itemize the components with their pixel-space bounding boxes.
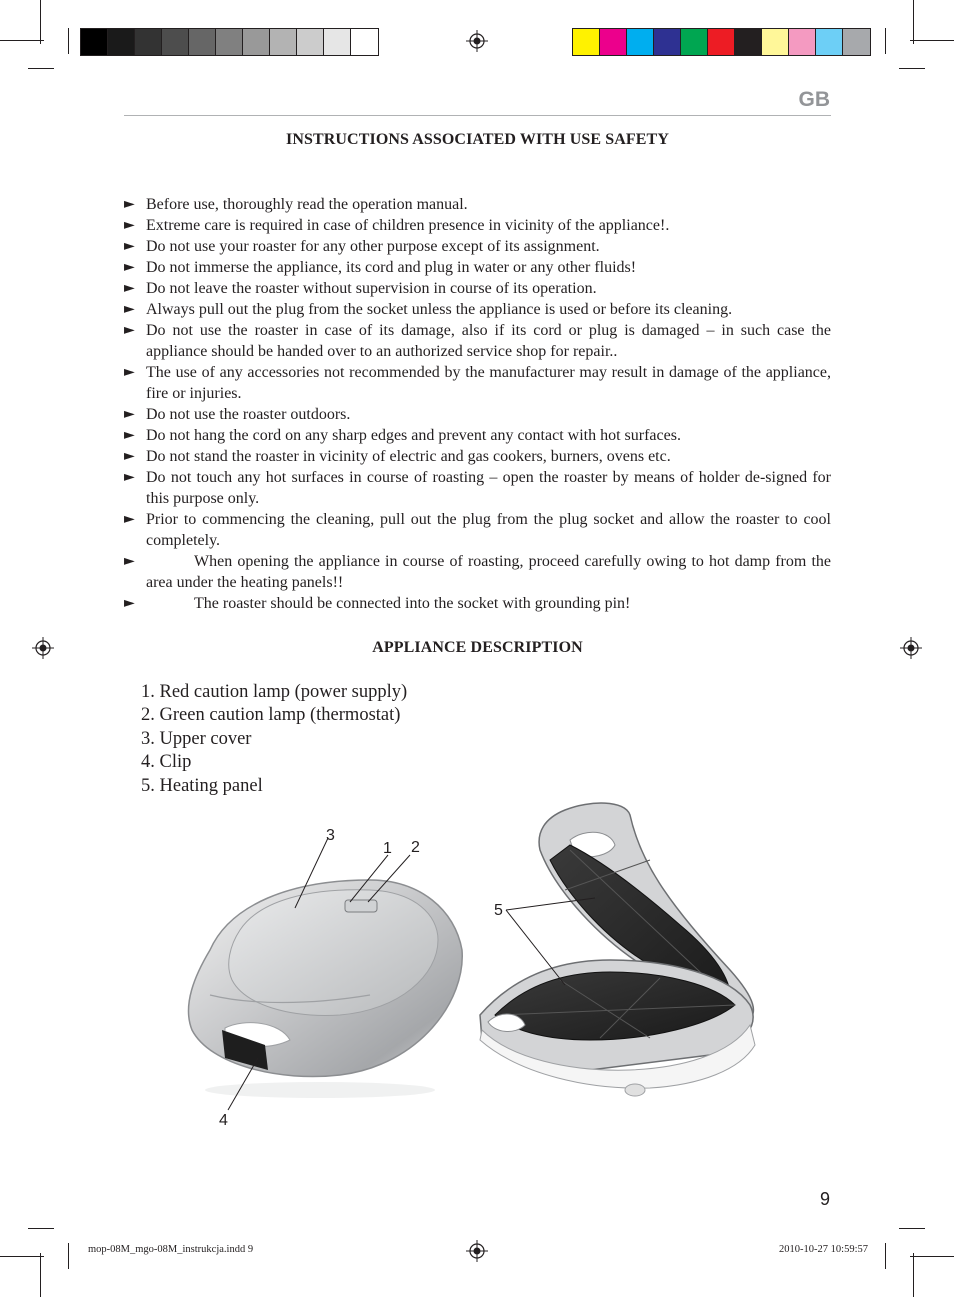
- safety-instruction: [124, 446, 831, 467]
- sandwich-maker-illustration: [170, 800, 790, 1140]
- color-swatch: [351, 29, 378, 55]
- safety-instruction-text: Do not use the roaster outdoors.: [146, 406, 351, 423]
- bullet-arrow-icon: ►: [124, 553, 135, 569]
- safety-instruction-text: Do not leave the roaster without supervision in course of its operation.: [146, 280, 597, 297]
- color-swatch: [297, 29, 324, 55]
- color-swatch: [108, 29, 135, 55]
- safety-instruction-text: Do not stand the roaster in vicinity of electric and gas cookers, burners, ovens etc.: [146, 448, 671, 465]
- header-rule: [124, 115, 831, 116]
- open-sandwich-maker: [480, 803, 755, 1096]
- registration-mark-icon: [900, 637, 922, 659]
- safety-instruction-text: The use of any accessories not recommended by the manufacturer may result in damage of the appliance, fire or injuries.: [146, 364, 831, 402]
- safety-instruction: [124, 509, 831, 551]
- registration-mark-icon: [466, 1240, 488, 1262]
- safety-instruction-text: Do not use the roaster in case of its damage, also if its cord or plug is damaged – in such case the appliance should be handed over to an authorized service shop for repair..: [146, 322, 831, 360]
- safety-instruction: [124, 404, 831, 425]
- registration-mark-icon: [32, 637, 54, 659]
- safety-instruction: [124, 467, 831, 509]
- safety-instruction-text: Do not immerse the appliance, its cord and plug in water or any other fluids!: [146, 259, 637, 276]
- footer-file-name: mop-08M_mgo-08M_instrukcja.indd 9: [88, 1244, 254, 1255]
- color-swatch: [627, 29, 654, 55]
- safety-instruction: [124, 278, 831, 299]
- page-number: 9: [819, 1189, 830, 1209]
- safety-instruction: [124, 362, 831, 404]
- color-swatch: [762, 29, 789, 55]
- color-swatch: [135, 29, 162, 55]
- safety-instruction-text: Always pull out the plug from the socket unless the appliance is used or before its cleaning.: [146, 301, 733, 318]
- color-swatch: [243, 29, 270, 55]
- bullet-arrow-icon: ►: [124, 427, 135, 443]
- color-swatch: [573, 29, 600, 55]
- safety-instruction: [124, 593, 831, 614]
- safety-heading: INSTRUCTIONS ASSOCIATED WITH USE SAFETY: [286, 131, 669, 148]
- part-item: 1. Red caution lamp (power supply): [141, 682, 408, 702]
- callout-label: 1: [383, 840, 392, 857]
- color-swatch: [162, 29, 189, 55]
- safety-instruction-text: Prior to commencing the cleaning, pull out the plug from the plug socket and allow the roaster to cool completely.: [146, 511, 831, 549]
- bullet-arrow-icon: ►: [124, 217, 135, 233]
- closed-sandwich-maker: [188, 880, 462, 1098]
- safety-instruction-text: Do not hang the cord on any sharp edges and prevent any contact with hot surfaces.: [146, 427, 681, 444]
- color-swatch: [189, 29, 216, 55]
- bullet-arrow-icon: ►: [124, 301, 135, 317]
- footer-timestamp: 2010-10-27 10:59:57: [779, 1244, 868, 1255]
- registration-mark-icon: [466, 30, 488, 52]
- color-swatch: [708, 29, 735, 55]
- bullet-arrow-icon: ►: [124, 238, 135, 254]
- bullet-arrow-icon: ►: [124, 364, 135, 380]
- safety-instruction: [124, 236, 831, 257]
- color-swatch: [600, 29, 627, 55]
- description-heading: APPLIANCE DESCRIPTION: [372, 639, 583, 656]
- bullet-arrow-icon: ►: [124, 322, 135, 338]
- part-item: 2. Green caution lamp (thermostat): [141, 705, 401, 726]
- callout-label: 5: [494, 902, 503, 919]
- safety-instruction: [124, 551, 831, 593]
- bullet-arrow-icon: ►: [124, 259, 135, 275]
- safety-instruction: [124, 320, 831, 362]
- safety-instruction-text: Do not use your roaster for any other purpose except of its assignment.: [146, 238, 600, 255]
- color-swatch: [681, 29, 708, 55]
- safety-instruction-text: When opening the appliance in course of roasting, proceed carefully owing to hot damp from the area under the heating panels!!: [146, 553, 831, 591]
- color-swatch: [789, 29, 816, 55]
- color-swatch: [270, 29, 297, 55]
- bullet-arrow-icon: ►: [124, 196, 135, 212]
- callout-label: 4: [219, 1112, 228, 1129]
- safety-instruction-text: Extreme care is required in case of children presence in vicinity of the appliance!.: [146, 217, 670, 234]
- safety-instruction: [124, 194, 831, 215]
- color-swatch: [654, 29, 681, 55]
- safety-instruction-text: The roaster should be connected into the socket with grounding pin!: [194, 595, 631, 612]
- color-swatch: [735, 29, 762, 55]
- safety-instruction: [124, 425, 831, 446]
- part-item: 5. Heating panel: [141, 775, 263, 796]
- parts-list: [141, 681, 407, 798]
- color-swatch: [324, 29, 351, 55]
- language-code: GB: [798, 88, 830, 111]
- safety-instruction-text: Before use, thoroughly read the operation manual.: [146, 196, 468, 213]
- part-item: 3. Upper cover: [141, 728, 252, 749]
- part-item: 4. Clip: [141, 752, 192, 773]
- safety-instruction: [124, 299, 831, 320]
- safety-instruction: [124, 257, 831, 278]
- bullet-arrow-icon: ►: [124, 280, 135, 296]
- process-color-bar: [572, 28, 871, 56]
- bullet-arrow-icon: ►: [124, 448, 135, 464]
- color-swatch: [843, 29, 870, 55]
- bullet-arrow-icon: ►: [124, 406, 135, 422]
- color-swatch: [816, 29, 843, 55]
- callout-label: 2: [411, 839, 420, 856]
- safety-instruction-text: Do not touch any hot surfaces in course of roasting – open the roaster by means of holder de-signed for this purpose only.: [146, 469, 831, 507]
- callout-label: 3: [326, 827, 335, 844]
- bullet-arrow-icon: ►: [124, 595, 135, 611]
- bullet-arrow-icon: ►: [124, 511, 135, 527]
- bullet-arrow-icon: ►: [124, 469, 135, 485]
- color-swatch: [81, 29, 108, 55]
- safety-instruction: [124, 215, 831, 236]
- color-swatch: [216, 29, 243, 55]
- grayscale-color-bar: [80, 28, 379, 56]
- safety-instructions-list: [124, 194, 831, 614]
